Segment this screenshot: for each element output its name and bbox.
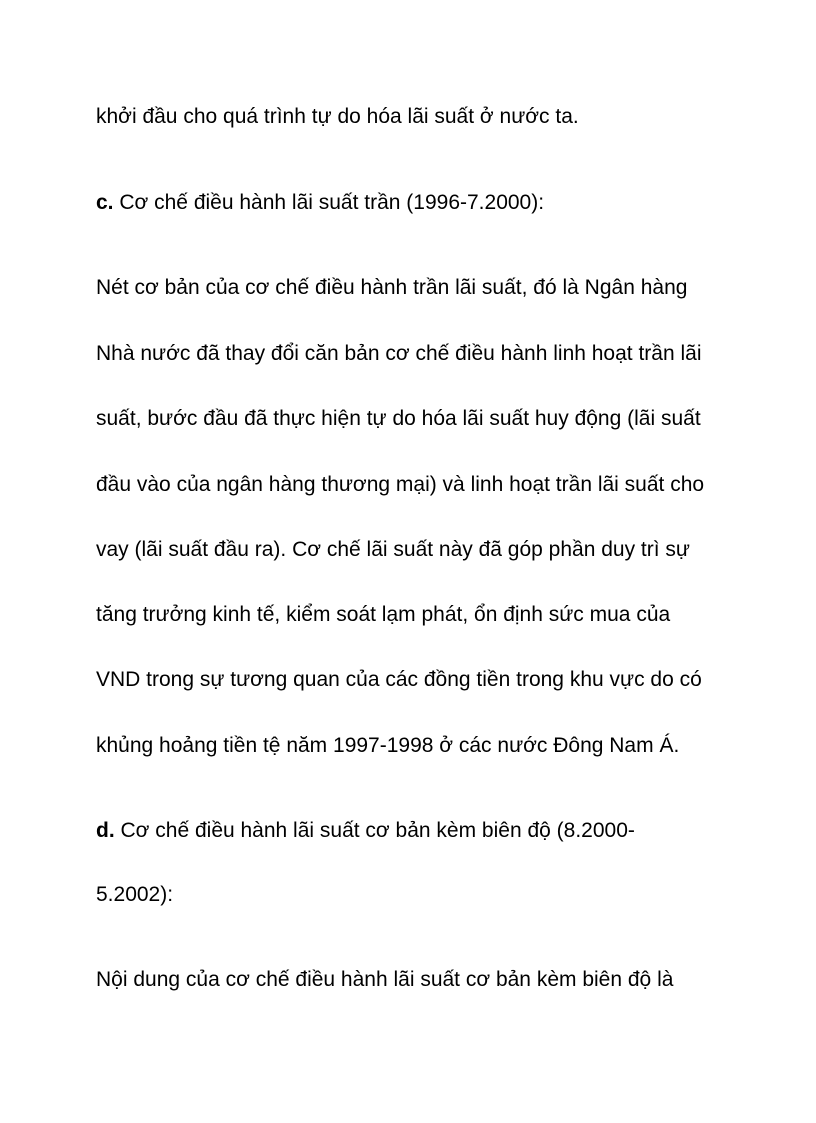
line-text: đầu vào của ngân hàng thương mại) và linh hoạt trần lãi suất cho bbox=[96, 473, 705, 496]
paragraph-line bbox=[96, 275, 687, 301]
section-c-label: c. bbox=[96, 191, 114, 214]
paragraph-line bbox=[96, 967, 673, 993]
paragraph-line bbox=[96, 733, 679, 759]
paragraph-continuation-line bbox=[96, 104, 579, 130]
line-text: 5.2002): bbox=[96, 883, 174, 906]
section-d-title: Cơ chế điều hành lãi suất cơ bản kèm biên độ (8.2000- bbox=[114, 819, 635, 842]
line-text: Nội dung của cơ chế điều hành lãi suất cơ bản kèm biên độ là bbox=[96, 968, 674, 991]
section-d-heading-continuation bbox=[96, 882, 173, 908]
line-text: khủng hoảng tiền tệ năm 1997-1998 ở các nước Đông Nam Á. bbox=[96, 734, 680, 757]
line-text: Nhà nước đã thay đổi căn bản cơ chế điều hành linh hoạt trần lãi bbox=[96, 342, 702, 365]
line-text: VND trong sự tương quan của các đồng tiền trong khu vực do có bbox=[96, 668, 702, 691]
paragraph-line bbox=[96, 537, 690, 563]
paragraph-line bbox=[96, 341, 702, 367]
paragraph-line bbox=[96, 406, 701, 432]
line-text: vay (lãi suất đầu ra). Cơ chế lãi suất này đã góp phần duy trì sự bbox=[96, 538, 690, 561]
section-c-title: Cơ chế điều hành lãi suất trần (1996-7.2000): bbox=[113, 191, 545, 214]
line-text: suất, bước đầu đã thực hiện tự do hóa lãi suất huy động (lãi suất bbox=[96, 407, 701, 430]
line-text: Nét cơ bản của cơ chế điều hành trần lãi suất, đó là Ngân hàng bbox=[96, 276, 688, 299]
line-text: tăng trưởng kinh tế, kiểm soát lạm phát, ổn định sức mua của bbox=[96, 603, 671, 626]
section-d-heading bbox=[96, 818, 635, 844]
paragraph-line bbox=[96, 667, 702, 693]
paragraph-line bbox=[96, 472, 704, 498]
section-d-label: d. bbox=[96, 819, 115, 842]
line-text: khởi đầu cho quá trình tự do hóa lãi suất ở nước ta. bbox=[96, 105, 579, 128]
section-c-heading bbox=[96, 190, 544, 216]
paragraph-line bbox=[96, 602, 670, 628]
